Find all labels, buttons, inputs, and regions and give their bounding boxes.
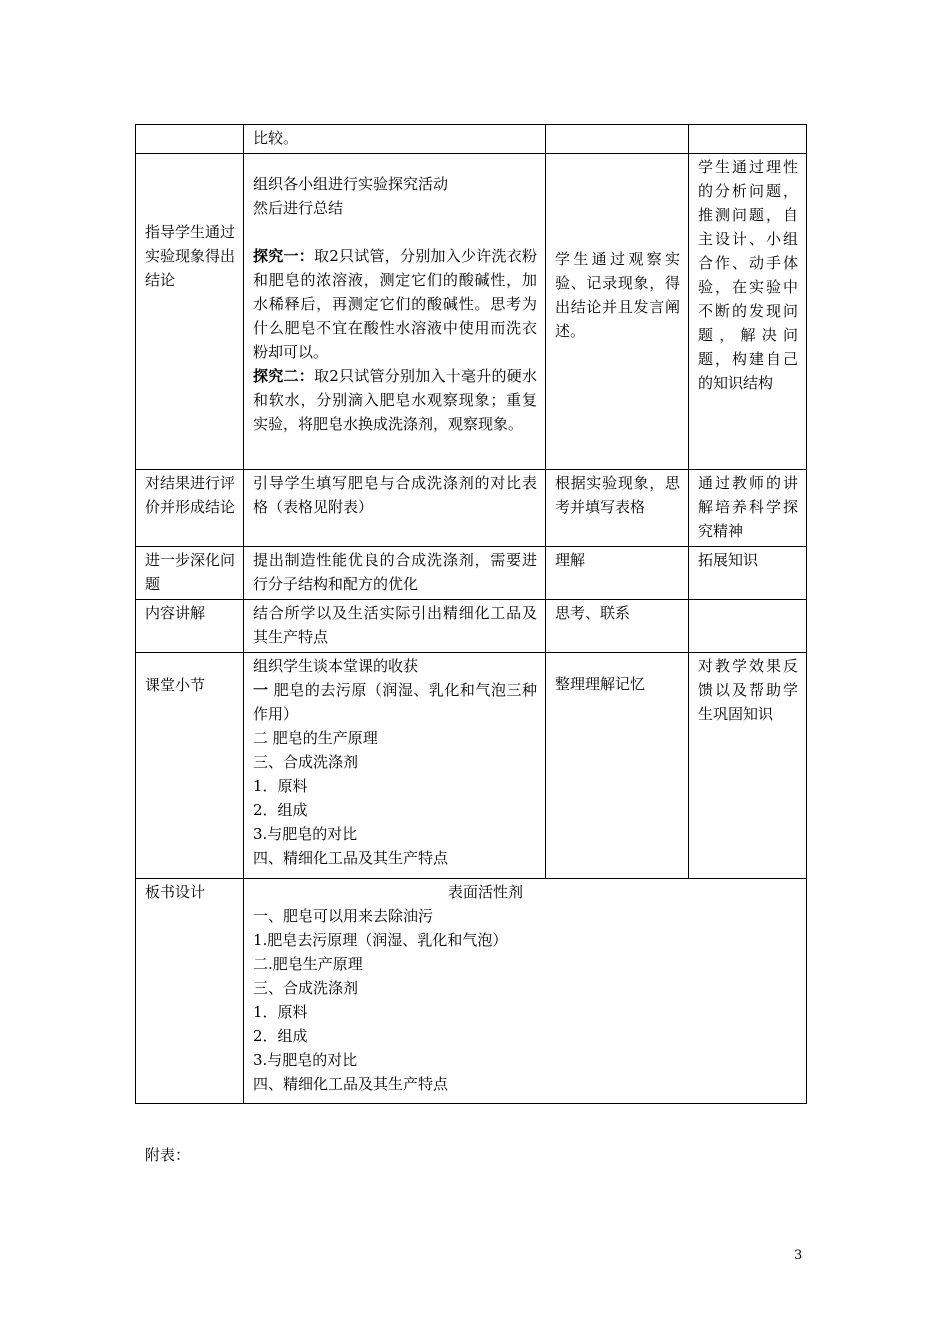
table-row-board-design: [136, 879, 807, 1104]
cell-student-activity: [546, 125, 689, 154]
experiment-two-text: 取2只试管分别加入十毫升的硬水和软水，分别滴入肥皂水观察现象；重复实验，将肥皂水换成洗涤剂，观察现象。: [253, 367, 537, 433]
experiment-one: [253, 244, 537, 364]
cell-design-intent: 对教学效果反馈以及帮助学生巩固知识: [689, 653, 807, 879]
text-line: 组织各小组进行实验探究活动: [253, 175, 449, 193]
cell-student-activity: 整理理解记忆: [546, 653, 689, 879]
experiment-two: [253, 364, 537, 436]
lesson-plan-table: [135, 124, 807, 1104]
text-line: 2．组成: [253, 1027, 308, 1045]
cell-stage: [136, 125, 244, 154]
table-row-evaluate-results: [136, 470, 807, 547]
text-line: 组织学生谈本堂课的收获: [253, 657, 419, 675]
text-line: [253, 678, 537, 726]
cell-student-activity: 根据实验现象，思考并填写表格: [546, 470, 689, 547]
table-row-continuation: [136, 125, 807, 154]
cell-design-intent: 学生通过理性的分析问题，推测问题，自主设计、小组合作、动手体验，在实验中不断的发现问题，解决问题，构建自己的知识结构: [689, 154, 807, 470]
text-line: 二.肥皂生产原理: [253, 955, 363, 973]
cell-board-content: [244, 879, 807, 1104]
board-title: 表面活性剂: [447, 883, 523, 901]
page-number: 3: [794, 1248, 803, 1263]
cell-teacher-activity: [244, 653, 546, 879]
cell-stage: 指导学生通过实验现象得出结论: [136, 154, 244, 470]
text-line: 1．原料: [253, 1003, 308, 1021]
cell-design-intent: 拓展知识: [689, 547, 807, 600]
cell-design-intent: 通过教师的讲解培养科学探究精神: [689, 470, 807, 547]
cell-teacher-activity: 引导学生填写肥皂与合成洗涤剂的对比表格（表格见附表）: [244, 470, 546, 547]
experiment-one-text: 取2只试管，分别加入少许洗衣粉和肥皂的浓溶液，测定它们的酸碱性，加水稀释后，再测定它们的酸碱性。思考为什么肥皂不宜在酸性水溶液中使用而洗衣粉却可以。: [253, 247, 537, 361]
text-line: 1．原料: [253, 777, 308, 795]
text-line: 3.与肥皂的对比: [253, 1051, 358, 1069]
experiment-one-label: 探究一：: [253, 247, 314, 265]
cell-student-activity: 思考、联系: [546, 600, 689, 653]
text-line: 3.与肥皂的对比: [253, 825, 358, 843]
text-line: 三、合成洗涤剂: [253, 753, 359, 771]
text-line: 二 肥皂的生产原理: [253, 729, 378, 747]
text-line: 2．组成: [253, 801, 308, 819]
cell-stage: 板书设计: [136, 879, 244, 1104]
cell-student-activity: 学生通过观察实验、记录现象，得出结论并且发言阐述。: [546, 154, 689, 470]
table-row-lesson-summary: [136, 653, 807, 879]
cell-student-activity: 理解: [546, 547, 689, 600]
cell-teacher-activity: 结合所学以及生活实际引出精细化工品及其生产特点: [244, 600, 546, 653]
cell-stage: 对结果进行评价并形成结论: [136, 470, 244, 547]
text-line: 1.肥皂去污原理（润湿、乳化和气泡）: [253, 931, 508, 949]
cell-design-intent: [689, 600, 807, 653]
cell-stage: 课堂小节: [136, 653, 244, 879]
table-row-deepen-question: [136, 547, 807, 600]
text-line: 四、精细化工品及其生产特点: [253, 849, 449, 867]
experiment-two-label: 探究二：: [253, 367, 314, 385]
table-row-content-explanation: [136, 600, 807, 653]
text-line: 四、精细化工品及其生产特点: [253, 1075, 449, 1093]
summary-numeral: 一: [253, 681, 269, 699]
appendix-label: 附表：: [145, 1146, 191, 1164]
cell-teacher-activity: [244, 154, 546, 470]
cell-stage: 进一步深化问题: [136, 547, 244, 600]
cell-stage: 内容讲解: [136, 600, 244, 653]
text-line: 三、合成洗涤剂: [253, 979, 359, 997]
summary-point-one: 肥皂的去污原（润湿、乳化和气泡三种作用）: [253, 681, 537, 723]
text-line: 一、肥皂可以用来去除油污: [253, 907, 434, 925]
cell-teacher-activity: 提出制造性能优良的合成洗涤剂，需要进行分子结构和配方的优化: [244, 547, 546, 600]
cell-teacher-activity: 比较。: [244, 125, 546, 154]
text-line: 然后进行总结: [253, 199, 344, 217]
table-row-guided-experiment: [136, 154, 807, 470]
cell-design-intent: [689, 125, 807, 154]
